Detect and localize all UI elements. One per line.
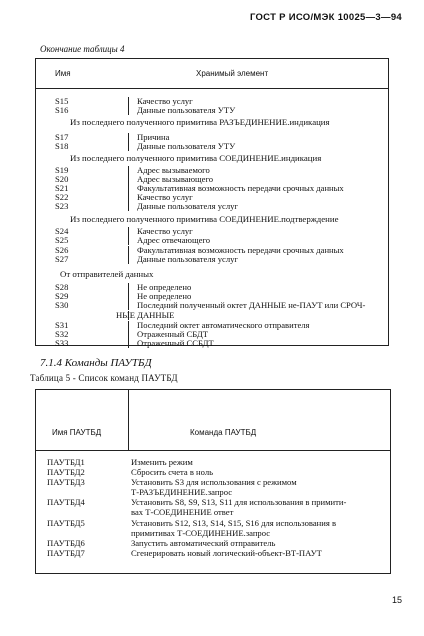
table5-row-command: Установить S12, S13, S14, S15, S16 для использования в [131, 518, 337, 528]
table4-row-element: Отраженный СБДТ [137, 329, 208, 339]
table5-header-divider [35, 450, 391, 451]
table5-row-command: Запустить автоматический отправитель [131, 538, 276, 548]
table4-row-divider [128, 227, 129, 236]
table4-row-name: S32 [55, 329, 69, 339]
table5-row-command: Изменить режим [131, 457, 193, 467]
table4-row-divider [128, 255, 129, 264]
table5-row-command: Сгенерировать новый логический-объект-ВТ-ПАУТ [131, 548, 322, 558]
table5-row-name: ПАУТБД2 [47, 467, 85, 477]
table4-row-divider [128, 97, 129, 106]
table4-row-divider [128, 292, 129, 301]
table4-row-divider [128, 236, 129, 245]
table4-row-element: Факультативная возможность передачи срочных данных [137, 183, 344, 193]
table4-row-element: НЫЕ ДАННЫЕ [116, 310, 175, 320]
table4-row-element: Данные пользователя услуг [137, 254, 238, 264]
table4-row-divider [128, 133, 129, 142]
table4-row-element: Отраженный ССБДТ [137, 338, 214, 348]
table4-row-name: S22 [55, 192, 69, 202]
table4-row-divider [128, 202, 129, 211]
table4-row-element: Не определено [137, 291, 192, 301]
table4-row-name: S20 [55, 174, 69, 184]
table5-caption: Таблица 5 - Список команд ПАУТБД [30, 373, 178, 383]
table5-row-name: ПАУТБД3 [47, 477, 85, 487]
table5-row-name: ПАУТБД5 [47, 518, 85, 528]
table4-row-element: Адрес вызывающего [137, 174, 214, 184]
table5-row-name: ПАУТБД6 [47, 538, 85, 548]
table4-row-divider [128, 142, 129, 151]
table4-row-name: S15 [55, 96, 69, 106]
table4-row-name: S30 [55, 300, 69, 310]
table4-row-divider [128, 193, 129, 202]
table4-row-name: S18 [55, 141, 69, 151]
table5-col-name: Имя ПАУТБД [52, 428, 102, 437]
table5-col-divider [128, 389, 129, 450]
table4-row-divider [128, 339, 129, 348]
table5-row-command: Сбросить счета в ноль [131, 467, 214, 477]
table4-row-name: S29 [55, 291, 69, 301]
table4-row-element: Адрес отвечающего [137, 235, 211, 245]
table5-row-name: ПАУТБД4 [47, 497, 85, 507]
table4-section-heading: Из последнего полученного примитива СОЕДИНЕНИЕ.индикация [70, 153, 322, 163]
table4-row-name: S25 [55, 235, 69, 245]
table5-row-command: примитивах Т-СОЕДИНЕНИЕ.запрос [131, 528, 271, 538]
table4-row-name: S31 [55, 320, 69, 330]
table5-row-command: вах Т-СОЕДИНЕНИЕ ответ [131, 507, 234, 517]
table5-row-command: Т-РАЗЪЕДИНЕНИЕ.запрос [131, 487, 233, 497]
page-number: 15 [391, 595, 402, 605]
table4-row-name: S26 [55, 245, 69, 255]
table4-header-divider [35, 88, 389, 89]
table4-col-element: Хранимый элемент [196, 69, 269, 78]
table5-row-name: ПАУТБД1 [47, 457, 85, 467]
table4-row-divider [128, 106, 129, 115]
table4-row-divider [128, 184, 129, 193]
table4-section-heading: Из последнего полученного примитива СОЕДИНЕНИЕ.подтверждение [70, 214, 339, 224]
table4-section-heading: От отправителей данных [60, 269, 154, 279]
table4-row-name: S28 [55, 282, 69, 292]
table4-row-divider [128, 311, 129, 320]
table4-row-element: Адрес вызываемого [137, 165, 210, 175]
table4-row-name: S21 [55, 183, 69, 193]
table4-section-heading: Из последнего полученного примитива РАЗЪЕДИНЕНИЕ.индикация [70, 117, 330, 127]
table4-row-element: Факультативная возможность передачи срочных данных [137, 245, 344, 255]
table4-row-element: Качество услуг [137, 192, 193, 202]
table4-row-name: S16 [55, 105, 69, 115]
table4-row-name: S23 [55, 201, 69, 211]
section-title: 7.1.4 Команды ПАУТБД [40, 357, 152, 369]
table4-row-element: Данные пользователя УТУ [137, 105, 236, 115]
table4-row-element: Качество услуг [137, 96, 193, 106]
document-header: ГОСТ Р ИСО/МЭК 10025—3—94 [249, 12, 402, 23]
table4-row-divider [128, 321, 129, 330]
table4-row-divider [128, 330, 129, 339]
table4-row-divider [128, 246, 129, 255]
table4-row-element: Данные пользователя услуг [137, 201, 238, 211]
table4-row-name: S24 [55, 226, 69, 236]
table4-caption: Окончание таблицы 4 [40, 44, 125, 54]
table4-col-name: Имя [55, 69, 71, 78]
table4-row-divider [128, 283, 129, 292]
table4-row-divider [128, 166, 129, 175]
table4-row-name: S27 [55, 254, 69, 264]
table4-row-name: S17 [55, 132, 69, 142]
table4-row-divider [128, 301, 129, 310]
table4-row-name: S33 [55, 338, 69, 348]
table5-row-command: Установить S3 для использования с режимом [131, 477, 297, 487]
table5-row-command: Установить S8, S9, S13, S11 для использования в примити- [131, 497, 347, 507]
table4-row-element: Последний полученный октет ДАННЫЕ не-ПАУТ или СРОЧ- [137, 300, 366, 310]
table4-row-element: Причина [137, 132, 170, 142]
table4-row-element: Качество услуг [137, 226, 193, 236]
table5-col-command: Команда ПАУТБД [190, 428, 257, 437]
table4-row-name: S19 [55, 165, 69, 175]
table4-row-element: Данные пользователя УТУ [137, 141, 236, 151]
table4-row-divider [128, 175, 129, 184]
table4-row-element: Не определено [137, 282, 192, 292]
table4-row-element: Последний октет автоматического отправителя [137, 320, 310, 330]
table5-row-name: ПАУТБД7 [47, 548, 85, 558]
